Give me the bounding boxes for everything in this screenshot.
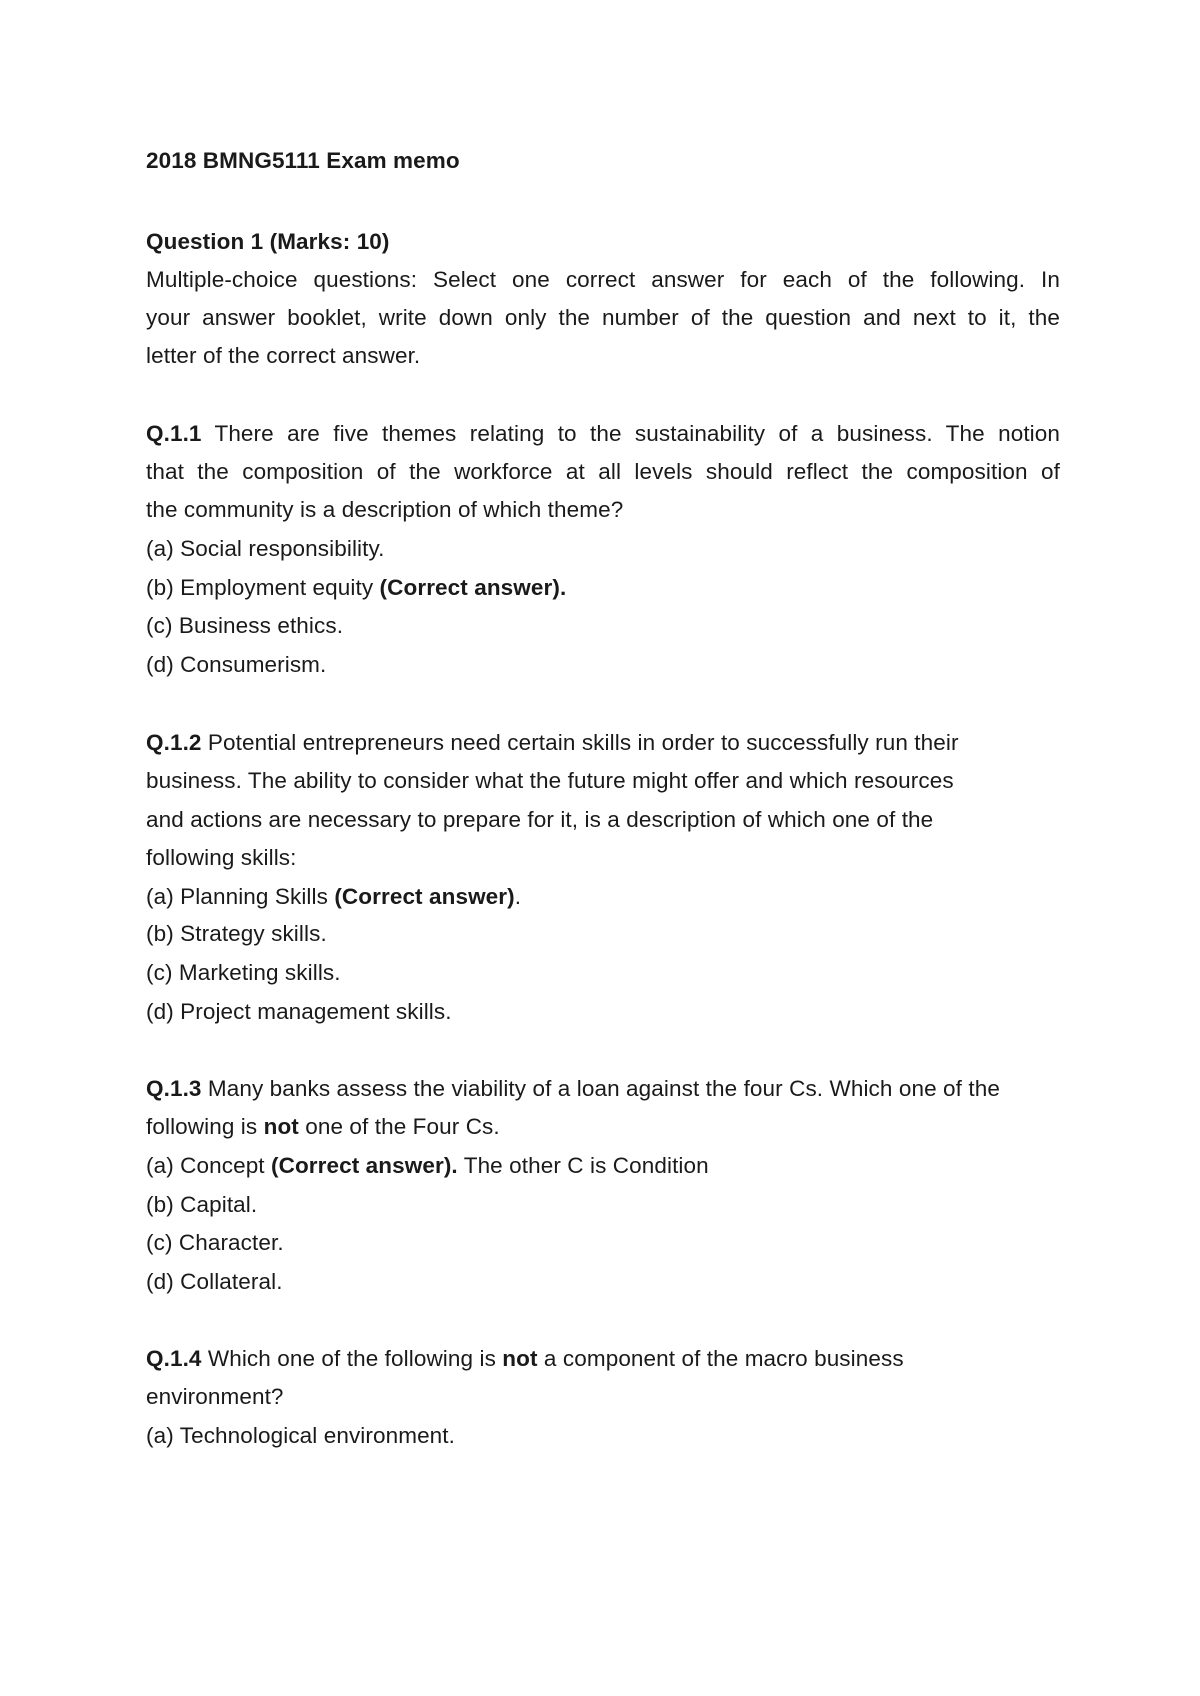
q1-2-option-a-text: (a) Planning Skills	[146, 884, 335, 909]
q1-1-line-3: the community is a description of which theme?	[146, 497, 624, 522]
q1-3-line-2	[146, 1111, 500, 1143]
q1-3-option-d: (d) Collateral.	[146, 1269, 283, 1294]
q1-3-option-a	[146, 1150, 709, 1182]
q1-3-option-b: (b) Capital.	[146, 1192, 258, 1217]
q1-4-line-2: environment?	[146, 1384, 284, 1409]
q1-1-line-1	[146, 418, 1060, 450]
q1-1-option-b	[146, 572, 566, 604]
q1-4-line-1-post: a component of the macro business	[537, 1346, 904, 1371]
q1-3-line-2-post: one of the Four Cs.	[298, 1114, 500, 1139]
q1-1-option-b-text: (b) Employment equity	[146, 575, 380, 600]
q1-1-text-1: There are five themes relating to the sustainability of a business. The notion	[201, 421, 1060, 446]
q1-1-option-a: (a) Social responsibility.	[146, 536, 385, 561]
q1-4-number: Q.1.4	[146, 1346, 202, 1371]
q1-3-number: Q.1.3	[146, 1076, 202, 1101]
q1-4-line-1	[146, 1343, 904, 1375]
q1-2-option-c: (c) Marketing skills.	[146, 960, 341, 985]
q1-2-option-a-end: .	[514, 884, 522, 909]
q1-2-line-2: business. The ability to consider what the future might offer and which resources	[146, 768, 954, 793]
q1-3-not-emphasis: not	[263, 1114, 299, 1139]
q1-2-option-b: (b) Strategy skills.	[146, 921, 327, 946]
q1-4-line-1-pre: Which one of the following is	[201, 1346, 503, 1371]
instructions-line-1: Multiple-choice questions: Select one correct answer for each of the following. In	[146, 267, 1060, 292]
q1-4-option-a: (a) Technological environment.	[146, 1423, 456, 1448]
instructions-line-3: letter of the correct answer.	[146, 343, 421, 368]
q1-1-line-2: that the composition of the workforce at all levels should reflect the composition of	[146, 459, 1060, 484]
q1-3-line-2-pre: following is	[146, 1114, 264, 1139]
q1-2-number: Q.1.2	[146, 730, 202, 755]
q1-2-option-d: (d) Project management skills.	[146, 999, 452, 1024]
q1-2-correct-mark: (Correct answer)	[334, 884, 515, 909]
question-heading: Question 1 (Marks: 10)	[146, 229, 390, 254]
q1-2-line-1	[146, 727, 959, 759]
q1-1-number: Q.1.1	[146, 421, 202, 446]
q1-2-option-a	[146, 881, 521, 913]
q1-3-text-1: Many banks assess the viability of a loan against the four Cs. Which one of the	[201, 1076, 1000, 1101]
document-title: 2018 BMNG5111 Exam memo	[146, 148, 460, 173]
q1-3-option-c: (c) Character.	[146, 1230, 284, 1255]
q1-4-not-emphasis: not	[502, 1346, 538, 1371]
q1-2-text-1: Potential entrepreneurs need certain skills in order to successfully run their	[201, 730, 959, 755]
q1-3-correct-mark: (Correct answer).	[271, 1153, 458, 1178]
instructions-line-2: your answer booklet, write down only the number of the question and next to it, the	[146, 305, 1060, 330]
q1-1-correct-mark: (Correct answer).	[379, 575, 567, 600]
q1-3-option-a-end: The other C is Condition	[457, 1153, 709, 1178]
q1-3-option-a-text: (a) Concept	[146, 1153, 272, 1178]
q1-1-option-c: (c) Business ethics.	[146, 613, 344, 638]
q1-2-line-3: and actions are necessary to prepare for it, is a description of which one of the	[146, 807, 934, 832]
q1-3-line-1	[146, 1073, 1000, 1105]
q1-2-line-4: following skills:	[146, 845, 297, 870]
q1-1-option-d: (d) Consumerism.	[146, 652, 327, 677]
